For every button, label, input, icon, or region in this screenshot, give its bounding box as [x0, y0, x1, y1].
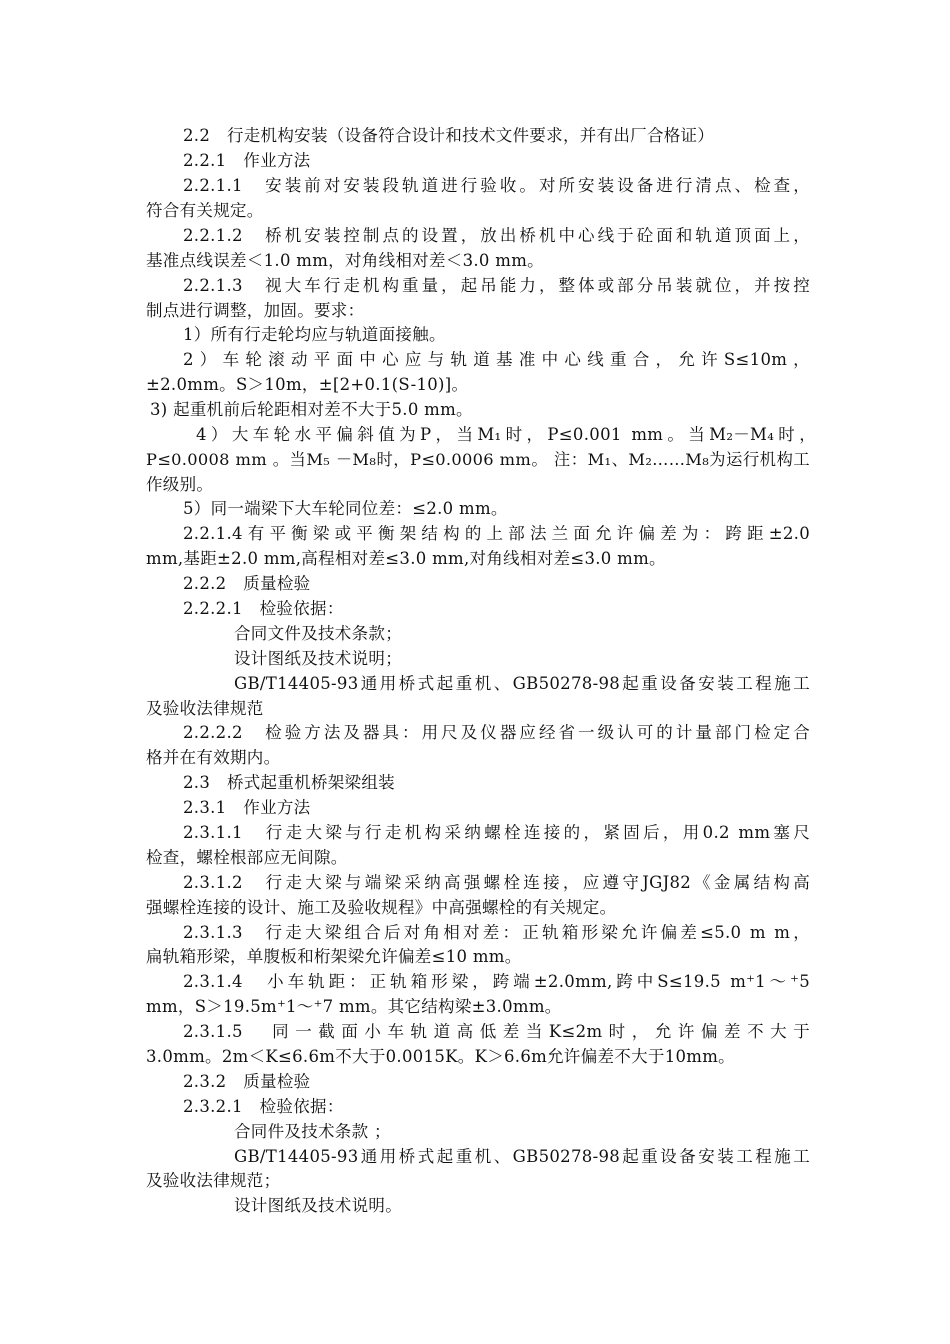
list-item: 2）车轮滚动平面中心应与轨道基准中心线重合，允许S≤10m， — [183, 350, 810, 369]
paragraph-line: mm，S＞19.5m⁺1～⁺7 mm。其它结构梁±3.0mm。 — [146, 997, 562, 1016]
section-2-2-1-heading: 2.2.1 作业方法 — [183, 151, 311, 170]
section-2-3-1-heading: 2.3.1 作业方法 — [183, 798, 311, 817]
list-item: 1）所有行走轮均应与轨道面接触。 — [183, 325, 446, 344]
list-item: 5）同一端梁下大车轮同位差：≤2.0 mm。 — [183, 499, 508, 518]
paragraph-line: 2.3.1.3 行走大梁组合后对角相对差：正轨箱形梁允许偏差≤5.0 m m， — [183, 923, 810, 942]
paragraph-line: 制点进行调整，加固。要求： — [146, 301, 365, 320]
paragraph-line: 2.3.1.5 同一截面小车轨道高低差当K≤2m时，允许偏差不大于 — [183, 1022, 810, 1041]
paragraph-line: 2.3.1.2 行走大梁与端梁采纳高强螺栓连接，应遵守JGJ82《金属结构高 — [183, 873, 810, 892]
paragraph-line: 2.2.1.3 视大车行走机构重量，起吊能力，整体或部分吊装就位，并按控 — [183, 276, 810, 295]
section-2-3-2-heading: 2.3.2 质量检验 — [183, 1072, 311, 1091]
paragraph-line: 作级别。 — [146, 475, 214, 494]
list-item: 设计图纸及技术说明。 — [234, 1196, 402, 1215]
list-item: 3) 起重机前后轮距相对差不大于5.0 mm。 — [150, 400, 473, 419]
paragraph-line: 符合有关规定。 — [146, 201, 264, 220]
paragraph-line: 3.0mm。2m＜K≤6.6m不大于0.0015K。K＞6.6m允许偏差不大于10mm。 — [146, 1047, 735, 1066]
paragraph-line: 强螺栓连接的设计、施工及验收规程》中高强螺栓的有关规定。 — [146, 898, 617, 917]
list-item: GB/T14405-93通用桥式起重机、GB50278-98起重设备安装工程施工 — [234, 674, 810, 693]
paragraph-line: 扁轨箱形梁，单腹板和桁架梁允许偏差≤10 mm。 — [146, 947, 522, 966]
paragraph-line: ±2.0mm。S＞10m，±[2+0.1(S-10)]。 — [146, 375, 469, 394]
paragraph-line: 2.3.1.1 行走大梁与行走机构采纳螺栓连接的，紧固后，用0.2 mm塞尺 — [183, 823, 810, 842]
paragraph-line: 基准点线误差＜1.0 mm，对角线相对差＜3.0 mm。 — [146, 251, 544, 270]
section-2-2-2-1-heading: 2.2.2.1 检验依据： — [183, 599, 344, 618]
section-2-2-2-heading: 2.2.2 质量检验 — [183, 574, 311, 593]
paragraph-line: 2.2.1.4有平衡梁或平衡架结构的上部法兰面允许偏差为：跨距±2.0 — [183, 524, 810, 543]
paragraph-line: 2.3.1.4 小车轨距：正轨箱形梁，跨端±2.0mm,跨中S≤19.5 m⁺1～⁺5 — [183, 972, 810, 991]
paragraph-line: 2.2.1.2 桥机安装控制点的设置，放出桥机中心线于砼面和轨道顶面上， — [183, 226, 810, 245]
paragraph-line: 2.2.1.1 安装前对安装段轨道进行验收。对所安装设备进行清点、检查， — [183, 176, 810, 195]
list-item: 4）大车轮水平偏斜值为P，当M₁时，P≤0.001 mm。当M₂－M₄时， — [196, 425, 816, 444]
paragraph-line: mm,基距±2.0 mm,高程相对差≤3.0 mm,对角线相对差≤3.0 mm。 — [146, 549, 666, 568]
paragraph-line: 及验收法律规范 — [146, 699, 264, 718]
section-2-2-heading: 2.2 行走机构安装（设备符合设计和技术文件要求，并有出厂合格证） — [183, 126, 715, 145]
paragraph-line: 检查，螺栓根部应无间隙。 — [146, 848, 348, 867]
paragraph-line: 及验收法律规范； — [146, 1171, 281, 1190]
list-item: 合同件及技术条款 ； — [234, 1122, 391, 1141]
paragraph-line: P≤0.0008 mm 。当M₅ －M₈时，P≤0.0006 mm。 注：M₁、M₂……M₈为运行机构工 — [146, 450, 810, 469]
list-item: 合同文件及技术条款； — [234, 624, 402, 643]
list-item: 设计图纸及技术说明； — [234, 649, 402, 668]
list-item: GB/T14405-93通用桥式起重机、GB50278-98起重设备安装工程施工 — [234, 1147, 810, 1166]
paragraph-line: 格并在有效期内。 — [146, 748, 281, 767]
section-2-3-heading: 2.3 桥式起重机桥架梁组装 — [183, 773, 395, 792]
section-2-3-2-1-heading: 2.3.2.1 检验依据： — [183, 1097, 344, 1116]
paragraph-line: 2.2.2.2 检验方法及器具：用尺及仪器应经省一级认可的计量部门检定合 — [183, 723, 810, 742]
